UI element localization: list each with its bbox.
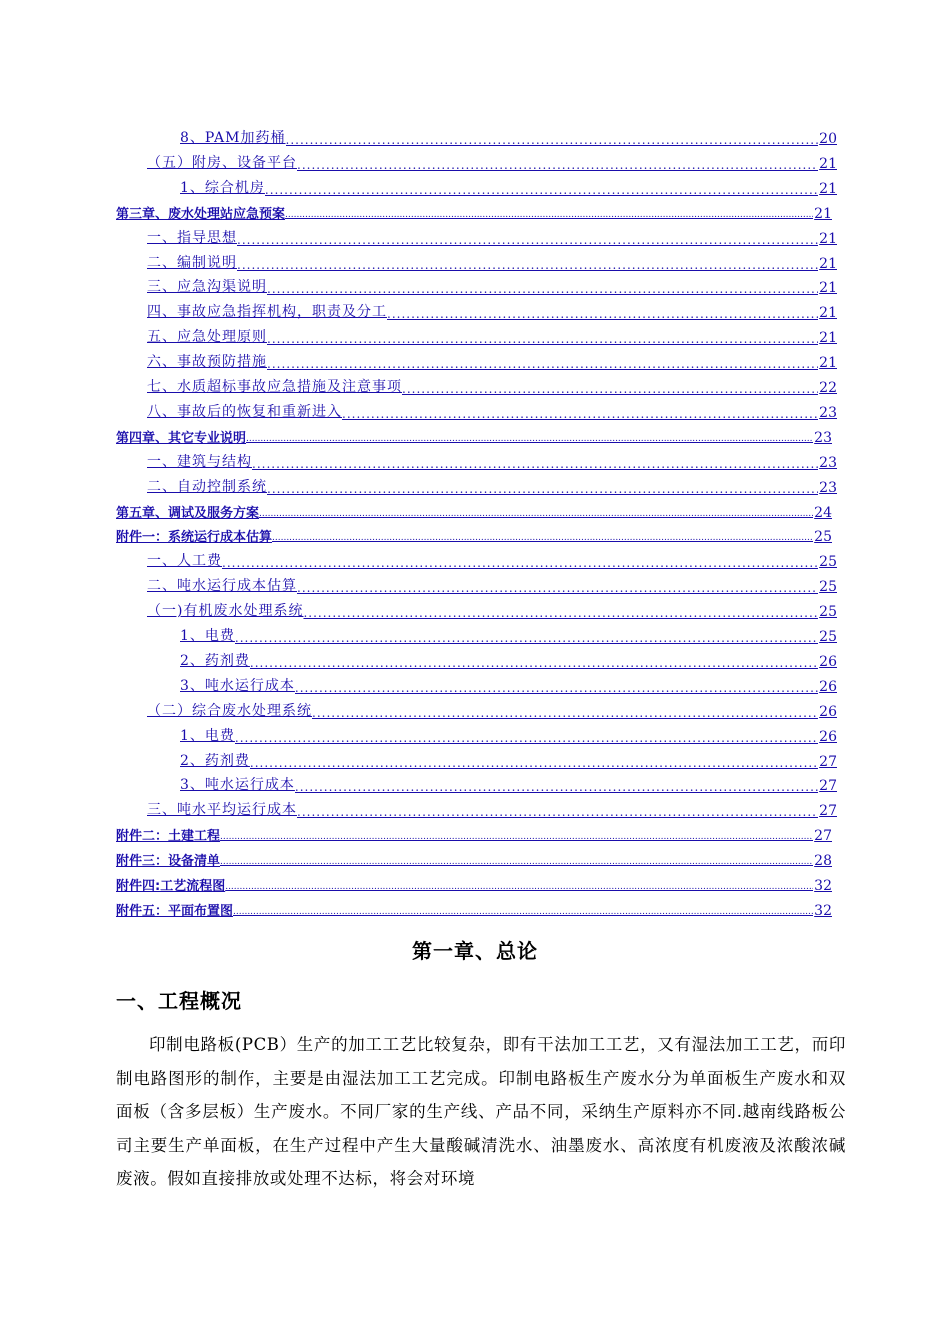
toc-dot-leader (237, 233, 818, 247)
toc-entry-title: 3、吨水运行成本 (180, 777, 295, 794)
toc-entry[interactable] (116, 874, 832, 894)
toc-entry-title: 第四章、其它专业说明 (116, 430, 247, 446)
toc-page-number: 26 (819, 703, 837, 720)
toc-entry-title: 五、应急处理原则 (147, 329, 267, 346)
toc-entry-title: 二、自动控制系统 (147, 478, 267, 495)
toc-dot-leader (267, 282, 818, 296)
toc-page-number: 23 (819, 404, 837, 421)
toc-page-number: 26 (819, 653, 837, 670)
chapter-title: 第一章、总论 (412, 939, 538, 963)
toc-page-number: 21 (819, 230, 837, 247)
toc-page-number: 27 (819, 753, 837, 770)
toc-entry[interactable] (147, 301, 837, 321)
toc-page-number: 21 (814, 205, 832, 222)
toc-entry-title: 一、人工费 (147, 553, 222, 570)
toc-entry-title: 附件一：系统运行成本估算 (116, 530, 273, 546)
toc-entry[interactable] (147, 227, 837, 247)
toc-entry[interactable] (180, 625, 837, 645)
toc-page-number: 23 (819, 454, 837, 471)
toc-entry-title: 一、建筑与结构 (147, 453, 252, 470)
toc-dot-leader (297, 805, 818, 819)
toc-page-number: 21 (819, 330, 837, 347)
toc-entry[interactable] (180, 675, 837, 695)
toc-entry[interactable] (147, 401, 837, 421)
toc-entry[interactable] (180, 725, 837, 745)
toc-entry[interactable] (116, 849, 832, 869)
toc-page-number: 27 (814, 828, 832, 845)
toc-entry-title: 四、事故应急指挥机构，职责及分工 (147, 304, 387, 321)
toc-entry-title: 附件二：土建工程 (116, 829, 221, 845)
toc-dot-leader (237, 258, 818, 272)
toc-dot-leader (285, 208, 813, 222)
toc-entry[interactable] (116, 202, 832, 222)
toc-page-number: 25 (814, 529, 832, 546)
toc-dot-leader (267, 482, 818, 496)
toc-page-number: 27 (819, 803, 837, 820)
toc-page-number: 25 (819, 554, 837, 571)
section-title: 一、工程概况 (116, 989, 242, 1013)
toc-dot-leader (402, 382, 818, 396)
toc-entry-title: 3、吨水运行成本 (180, 677, 295, 694)
toc-dot-leader (267, 332, 818, 346)
toc-page-number: 20 (819, 131, 837, 147)
toc-dot-leader (267, 357, 818, 371)
toc-page-number: 26 (819, 728, 837, 745)
toc-dot-leader (297, 581, 818, 595)
toc-entry[interactable] (147, 799, 837, 819)
toc-page-number: 32 (814, 878, 832, 894)
toc-dot-leader (250, 656, 818, 670)
toc-entry[interactable] (147, 550, 837, 570)
toc-page-number: 28 (814, 853, 832, 870)
toc-dot-leader (233, 905, 813, 919)
toc-dot-leader (286, 133, 819, 147)
toc-dot-leader (220, 855, 813, 869)
toc-entry-title: 二、编制说明 (147, 254, 237, 271)
toc-dot-leader (235, 731, 818, 745)
toc-entry[interactable] (147, 276, 837, 296)
toc-entry-title: 三、吨水平均运行成本 (147, 802, 297, 819)
toc-page-number: 32 (814, 902, 832, 919)
toc-entry-title: 二、吨水运行成本估算 (147, 578, 297, 595)
toc-entry-title: 附件五：平面布置图 (116, 903, 234, 919)
toc-page-number: 21 (819, 255, 837, 272)
toc-entry[interactable] (180, 650, 837, 670)
toc-dot-leader (387, 307, 818, 321)
toc-dot-leader (295, 780, 818, 794)
toc-entry[interactable] (116, 501, 832, 521)
toc-page-number: 21 (819, 155, 837, 172)
toc-entry[interactable] (147, 476, 837, 496)
toc-entry-title: 1、综合机房 (180, 179, 265, 196)
toc-page-number: 25 (819, 604, 837, 621)
toc-entry[interactable] (180, 750, 837, 770)
toc-entry[interactable] (116, 525, 832, 545)
toc-page-number: 26 (819, 678, 837, 695)
toc-entry-title: 六、事故预防措施 (147, 354, 267, 371)
body-paragraph: 印制电路板(PCB）生产的加工工艺比较复杂，即有干法加工工艺，又有湿法加工工艺，而印制电路图形的制作，主要是由湿法加工工艺完成。印制电路板生产废水分为单面板生产废水和双面板（含多层板）生产废水。不同厂家的生产线、产品不同，采纳生产原料亦不同.越南线路板公司主要生产单面板，在生产过程中产生大量酸碱清洗水、油墨废水、高浓度有机废液及浓酸浓碱废液。假如直接排放或处理不达标，将会对环境 (116, 1035, 846, 1188)
toc-page-number: 21 (819, 305, 837, 322)
toc-entry-title: 1、电费 (180, 727, 235, 744)
toc-entry[interactable] (180, 127, 837, 147)
toc-dot-leader (312, 706, 818, 720)
toc-entry[interactable] (116, 899, 832, 919)
toc-page-number: 25 (819, 579, 837, 596)
toc-entry-title: 8、PAM加药桶 (180, 130, 286, 146)
toc-entry-title: 八、事故后的恢复和重新进入 (147, 403, 342, 420)
toc-entry[interactable] (116, 426, 832, 446)
toc-dot-leader (235, 631, 818, 645)
toc-entry-title: 三、应急沟渠说明 (147, 279, 267, 296)
toc-entry[interactable] (147, 326, 837, 346)
toc-dot-leader (225, 880, 813, 894)
toc-entry[interactable] (147, 600, 837, 620)
toc-dot-leader (252, 457, 818, 471)
toc-page-number: 24 (814, 504, 832, 521)
toc-dot-leader (342, 407, 818, 421)
toc-page-number: 21 (819, 280, 837, 297)
toc-entry-title: 七、水质超标事故应急措施及注意事项 (147, 379, 402, 395)
toc-dot-leader (259, 507, 813, 521)
toc-entry[interactable] (116, 824, 832, 844)
toc-entry-title: （二）综合废水处理系统 (147, 702, 312, 719)
toc-entry[interactable] (147, 700, 837, 720)
toc-entry[interactable] (147, 351, 837, 371)
toc-entry-title: 第五章、调试及服务方案 (116, 505, 260, 521)
toc-dot-leader (222, 556, 818, 570)
toc-page-number: 23 (814, 429, 832, 446)
toc-dot-leader (297, 158, 818, 172)
toc-entry[interactable] (180, 774, 837, 794)
toc-dot-leader (265, 183, 818, 197)
toc-entry-title: 2、药剂费 (180, 752, 250, 769)
toc-page-number: 25 (819, 629, 837, 645)
toc-entry-title: 附件三：设备清单 (116, 854, 221, 870)
toc-entry-title: 1、电费 (180, 628, 235, 644)
toc-dot-leader (250, 756, 818, 770)
toc-entry[interactable] (147, 575, 837, 595)
toc-dot-leader (303, 606, 818, 620)
toc-entry-title: （五）附房、设备平台 (147, 154, 297, 171)
toc-dot-leader (220, 830, 813, 844)
toc-dot-leader (295, 681, 818, 695)
toc-page-number: 22 (819, 380, 837, 396)
toc-entry-title: 2、药剂费 (180, 652, 250, 669)
toc-entry-title: 第三章、废水处理站应急预案 (116, 206, 286, 222)
toc-entry[interactable] (180, 177, 837, 197)
toc-entry[interactable] (147, 152, 837, 172)
toc-entry[interactable] (147, 451, 837, 471)
toc-entry-title: 附件四:工艺流程图 (116, 879, 226, 894)
toc-page-number: 21 (819, 180, 837, 197)
toc-entry-title: （一)有机废水处理系统 (147, 603, 304, 620)
toc-page-number: 27 (819, 778, 837, 795)
toc-entry[interactable] (147, 252, 837, 272)
toc-dot-leader (272, 531, 813, 545)
toc-page-number: 21 (819, 355, 837, 372)
toc-dot-leader (246, 432, 813, 446)
toc-entry-title: 一、指导思想 (147, 229, 237, 246)
toc-page-number: 23 (819, 479, 837, 496)
toc-entry[interactable] (147, 376, 837, 396)
